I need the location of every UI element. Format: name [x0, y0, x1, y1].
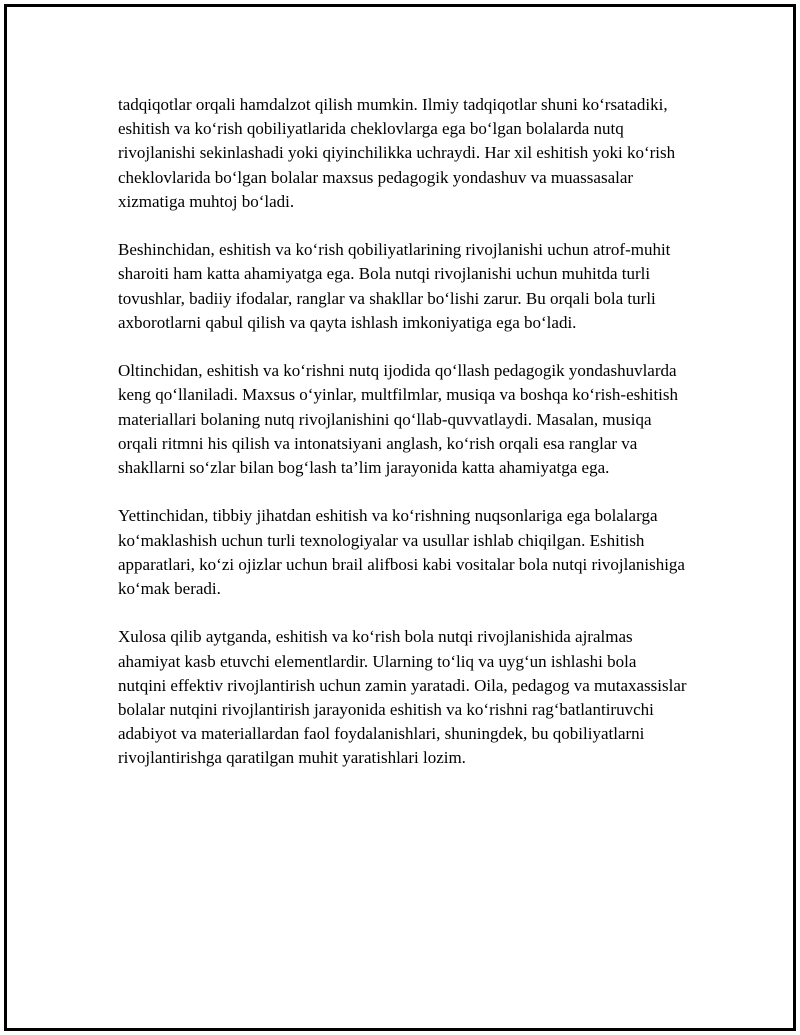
paragraph-continuation: tadqiqotlar orqali hamdalzot qilish mumkin. Ilmiy tadqiqotlar shuni ko‘rsatadiki, eshitish va ko‘rish qobiliyatlarida cheklovlarga ega bo‘lgan bolalarda nutq rivojlanishi sekinlashadi yoki qiyinchilikka uchraydi. Har xil eshitish yoki ko‘rish cheklovlarida bo‘lgan bolalar maxsus pedagogik yondashuv va muassasalar xizmatiga muhtoj bo‘ladi. [118, 95, 676, 211]
paragraph-seventh-point: Yettinchidan, tibbiy jihatdan eshitish va ko‘rishning nuqsonlariga ega bolalarga ko‘maklashish uchun turli texnologiyalar va usullar ishlab chiqilgan. Eshitish apparatlari, ko‘zi ojizlar uchun brail alifbosi kabi vositalar bola nutqi rivojlanishiga ko‘mak beradi. [118, 506, 685, 599]
paragraph-fifth-point: Beshinchidan, eshitish va ko‘rish qobiliyatlarining rivojlanishi uchun atrof-muhit sharoiti ham katta ahamiyatga ega. Bola nutqi rivojlanishi uchun muhitda turli tovushlar, badiiy ifodalar, ranglar va shakllar bo‘lishi zarur. Bu orqali bola turli axborotlarni qabul qilish va qayta ishlash imkoniyatiga ega bo‘ladi. [118, 240, 671, 332]
document-body [118, 93, 688, 771]
paragraph-conclusion: Xulosa qilib aytganda, eshitish va ko‘rish bola nutqi rivojlanishida ajralmas ahamiyat kasb etuvchi elementlardir. Ularning to‘liq va uyg‘un ishlashi bola nutqini effektiv rivojlantirish uchun zamin yaratadi. Oila, pedagog va mutaxassislar bolalar nutqini rivojlantirish jarayonida eshitish va ko‘rishni rag‘batlantiruvchi adabiyot va materiallardan faol foydalanishlari, shuningdek, bu qobiliyatlarni rivojlantirishga qaratilgan muhit yaratishlari lozim. [118, 627, 687, 768]
paragraph-sixth-point: Oltinchidan, eshitish va ko‘rishni nutq ijodida qo‘llash pedagogik yondashuvlarda keng qo‘llaniladi. Maxsus o‘yinlar, multfilmlar, musiqa va boshqa ko‘rish-eshitish materiallari bolaning nutq rivojlanishini qo‘llab-quvvatlaydi. Masalan, musiqa orqali ritmni his qilish va intonatsiyani anglash, ko‘rish orqali esa ranglar va shakllarni so‘zlar bilan bog‘lash ta’lim jarayonida katta ahamiyatga ega. [118, 361, 679, 478]
